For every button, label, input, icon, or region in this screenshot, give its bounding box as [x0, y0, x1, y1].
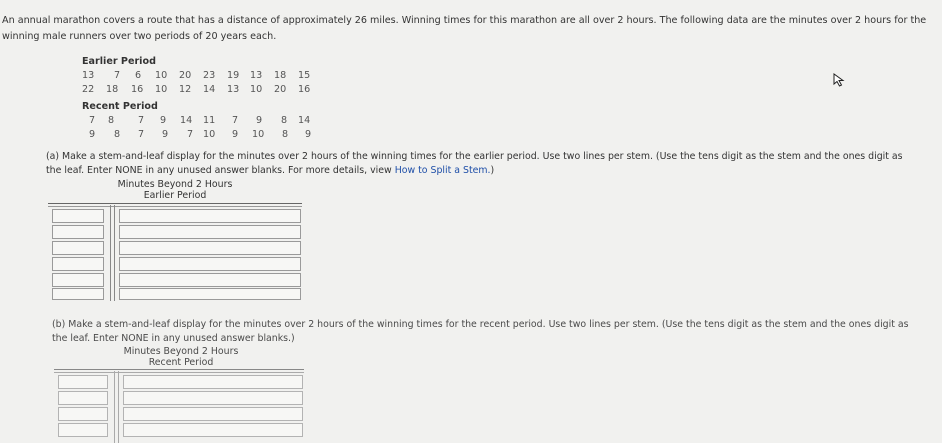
data-value: 9: [305, 129, 312, 140]
data-value: 9: [89, 129, 96, 140]
stem-input-3[interactable]: [58, 407, 108, 421]
part-b-caption-subtitle: Recent Period: [148, 357, 214, 368]
part-a-text: (a) Make a stem-and-leaf display for the minutes over 2 hours of the winning times for the earlier period. Use two lines per stem. (Use the tens digit as the stem and the ones digit as the leaf. Enter NONE in any unused answer blanks. For more details, view: [46, 151, 903, 176]
stem-divider-inner: [118, 371, 119, 443]
stem-input-2[interactable]: [58, 391, 108, 405]
stem-input-2[interactable]: [52, 225, 104, 239]
data-value: 18: [274, 70, 287, 81]
table-top-rule-inner: [48, 206, 302, 207]
recent-period-label: Recent Period: [82, 101, 158, 112]
recent-row-1: [82, 114, 311, 128]
leaf-input-6[interactable]: [119, 288, 301, 300]
earlier-period-label: Earlier Period: [82, 56, 156, 67]
stem-input-6[interactable]: [52, 288, 104, 300]
leaf-input-3[interactable]: [119, 241, 301, 255]
data-value: 20: [179, 70, 192, 81]
data-value: 10: [155, 70, 168, 81]
data-value: 14: [203, 84, 216, 95]
part-a-question: [46, 150, 916, 178]
leaf-input-3[interactable]: [123, 407, 303, 421]
earlier-row-1: [82, 69, 311, 83]
data-value: 20: [274, 84, 287, 95]
part-b-question: (b) Make a stem-and-leaf display for the minutes over 2 hours of the winning times for the recent period. Use two lines per stem. (Use the tens digit as the stem and the ones digit as the leaf. Enter NONE in any unused answer blanks.): [52, 319, 909, 344]
data-value: 13: [227, 84, 240, 95]
data-value: 19: [227, 70, 240, 81]
data-value: 10: [252, 129, 265, 140]
stem-input-1[interactable]: [58, 375, 108, 389]
data-value: 16: [131, 84, 144, 95]
data-value: 8: [281, 115, 288, 126]
data-value: 7: [89, 115, 96, 126]
data-value: 14: [298, 115, 311, 126]
data-value: 6: [135, 70, 142, 81]
leaf-input-2[interactable]: [119, 225, 301, 239]
data-value: 7: [232, 115, 239, 126]
data-value: 15: [298, 70, 311, 81]
stem-input-4[interactable]: [52, 257, 104, 271]
data-value: 22: [82, 84, 95, 95]
earlier-row-2: [82, 83, 311, 97]
mouse-pointer-icon: [833, 72, 847, 86]
data-value: 8: [108, 115, 115, 126]
stem-divider-inner: [114, 205, 115, 301]
data-value: 9: [256, 115, 263, 126]
data-value: 9: [162, 129, 169, 140]
data-value: 12: [179, 84, 192, 95]
leaf-input-4[interactable]: [123, 423, 303, 437]
data-value: 7: [114, 70, 121, 81]
data-value: 13: [250, 70, 263, 81]
intro-text: An annual marathon covers a route that has a distance of approximately 26 miles. Winning times for this marathon are all over 2 hours. The following data are the minutes over 2 hours for the winning male runners over two periods of 20 years each.: [2, 15, 927, 42]
data-value: 7: [187, 129, 194, 140]
data-value: 11: [203, 115, 216, 126]
data-value: 18: [106, 84, 119, 95]
leaf-input-2[interactable]: [123, 391, 303, 405]
data-value: 10: [250, 84, 263, 95]
data-value: 23: [203, 70, 216, 81]
data-value: 9: [160, 115, 167, 126]
data-value: 9: [232, 129, 239, 140]
part-b-caption-title: Minutes Beyond 2 Hours: [123, 346, 239, 357]
part-a-text-end: ): [490, 165, 495, 176]
table-top-rule: [54, 369, 304, 370]
data-value: 16: [298, 84, 311, 95]
stem-input-3[interactable]: [52, 241, 104, 255]
data-value: 13: [82, 70, 95, 81]
stem-input-4[interactable]: [58, 423, 108, 437]
data-value: 10: [155, 84, 168, 95]
data-block: [82, 55, 312, 142]
stem-input-1[interactable]: [52, 209, 104, 223]
part-a-table-caption: [80, 179, 270, 201]
part-a-caption-title: Minutes Beyond 2 Hours: [117, 179, 233, 190]
how-to-split-stem-link[interactable]: How to Split a Stem.: [394, 165, 491, 176]
data-value: 10: [203, 129, 216, 140]
stem-divider: [110, 205, 111, 301]
data-value: 8: [114, 129, 121, 140]
table-top-rule: [48, 203, 302, 204]
leaf-input-1[interactable]: [119, 209, 301, 223]
data-value: 8: [282, 129, 289, 140]
data-value: 7: [138, 129, 145, 140]
leaf-input-1[interactable]: [123, 375, 303, 389]
part-b-table-caption: [86, 346, 276, 368]
leaf-input-5[interactable]: [119, 273, 301, 287]
leaf-input-4[interactable]: [119, 257, 301, 271]
table-top-rule-inner: [54, 372, 304, 373]
stem-divider: [114, 371, 115, 443]
recent-row-2: [82, 128, 312, 142]
part-a-caption-subtitle: Earlier Period: [143, 190, 207, 201]
data-value: 7: [138, 115, 145, 126]
data-value: 14: [180, 115, 193, 126]
stem-input-5[interactable]: [52, 273, 104, 287]
